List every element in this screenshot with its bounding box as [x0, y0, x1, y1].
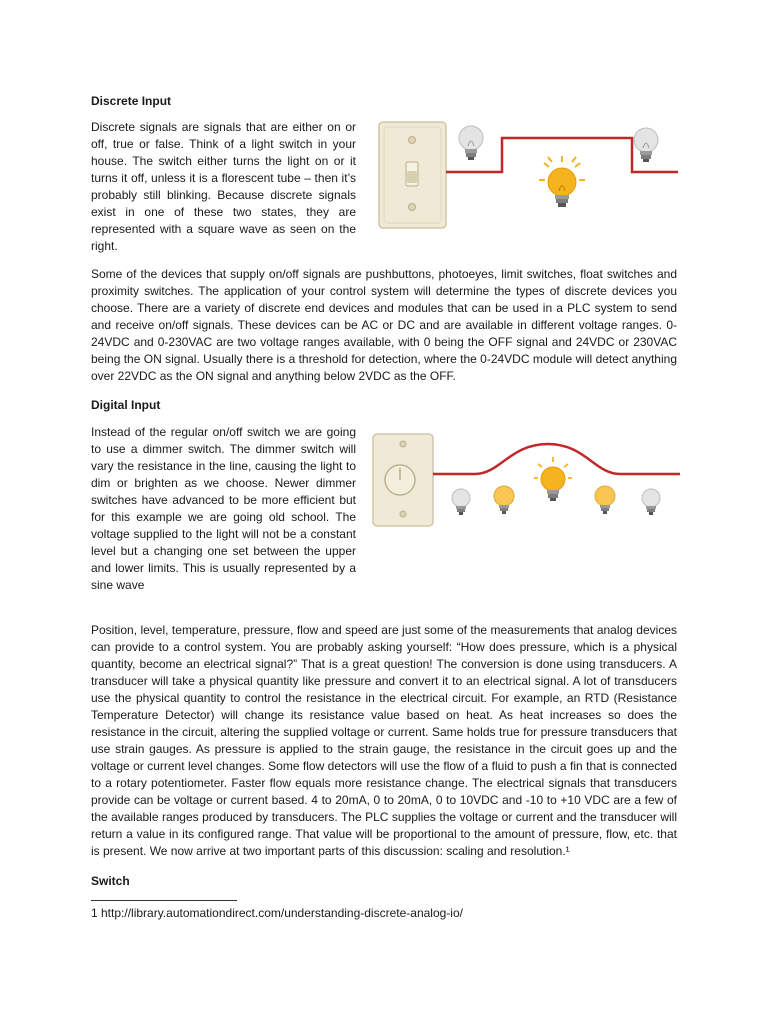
- light-bulb-icon: [595, 486, 615, 514]
- footnote: 1 http://library.automationdirect.com/understanding-discrete-analog-io/: [91, 906, 463, 920]
- discrete-intro-paragraph: Discrete signals are signals that are either on or off, true or false. Think of a light switch in your house. The switch either turns the light on or it turns it off, unless it is a florescent tube – then it’s probably still blinking. Because discrete signals exist in one of these two states, they are represented with a square wave as seen on the right.: [91, 120, 356, 253]
- light-bulb-icon: [634, 128, 658, 162]
- discrete-body-paragraph: Some of the devices that supply on/off signals are pushbuttons, photoeyes, limit switches, float switches and proximity switches. The application of your control system will determine the types of discrete devices you choose. There are a variety of discrete end devices and modules that can be used in a PLC system to send and receive on/off signals. These devices can be AC or DC and are available in different voltage ranges. 0-24VDC and 0-230VAC are two voltage ranges available, with 0 being the OFF signal and 24VDC or 230VAC being the ON signal. Usually there is a threshold for detection, where the 0-24VDC module will detect anything over 22VDC as the ON signal and anything below 2VDC as the OFF.: [91, 267, 677, 383]
- light-switch-icon: [379, 122, 446, 228]
- light-bulb-icon: [642, 489, 660, 515]
- footnote-divider: [91, 900, 237, 901]
- digital-intro-paragraph: Instead of the regular on/off switch we are going to use a dimmer switch. The dimmer switch will vary the resistance in the line, causing the light to dim or brighten as we choose. Newer dimmer switches have advanced to be more efficient but for this example we are going old school. The voltage supplied to the light will not be a constant level but a changing one set between the upper and lower limits. This is usually represented by a sine wave: [91, 425, 356, 592]
- light-bulb-icon: [539, 156, 585, 207]
- dimmer-switch-icon: [373, 434, 433, 526]
- light-bulb-icon: [534, 457, 572, 501]
- light-bulb-icon: [494, 486, 514, 514]
- discrete-square-wave-figure: [374, 118, 678, 234]
- light-bulb-icon: [459, 126, 483, 160]
- section-heading-discrete-input: Discrete Input: [91, 94, 172, 108]
- digital-sine-wave-figure: [370, 432, 680, 532]
- digital-body-paragraph: Position, level, temperature, pressure, flow and speed are just some of the measurements that analog devices can provide to a control system. You are probably asking yourself: “How does pressure, which is a physical quantity, become an electrical signal?” That is a great question! The conversion is done using transducers. A transducer will take a physical quantity like pressure and convert it to an electrical signal. A lot of transducers use the physical quantity to control the resistance in the electrical circuit. For example, an RTD (Resistance Temperature Detector) will change its resistance value based on heat. As heat increases so does the resistance in the circuit, altering the supplied voltage or current. Same holds true for pressure transducers that use strain gauges. As pressure is applied to the strain gauge, the resistance in the circuit goes up and the voltage or current level changes. Some flow detectors will use the flow of a fluid to push a fin that is connected to a rotary potentiometer. Faster flow equals more resistance change. The electrical signals that transducers provide can be voltage or current based. 4 to 20mA, 0 to 20mA, 0 to 10VDC and -10 to +10 VDC are a few of the available ranges produced by transducers. The PLC supplies the voltage or current and the transducer will return a value in its configured range. That value will be proportional to the amount of pressure, flow, etc. that is present. We now arrive at two important parts of this discussion: scaling and resolution.¹: [91, 623, 677, 858]
- section-heading-switch: Switch: [91, 874, 130, 888]
- light-bulb-icon: [452, 489, 470, 515]
- section-heading-digital-input: Digital Input: [91, 398, 161, 412]
